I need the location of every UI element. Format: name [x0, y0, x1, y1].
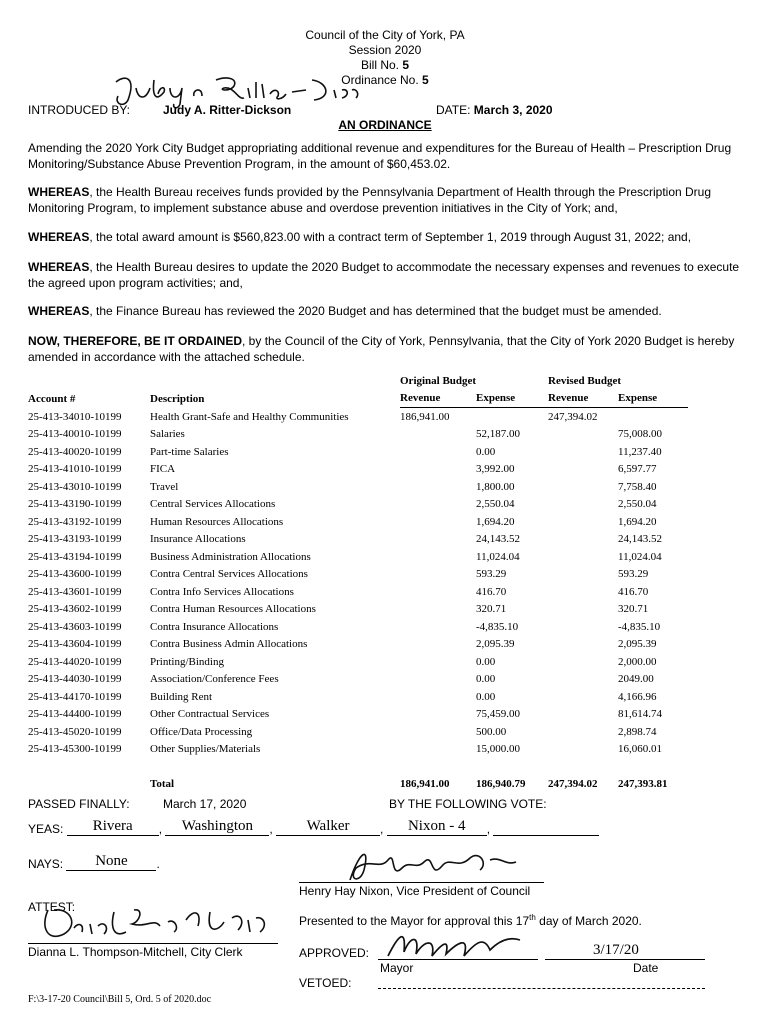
account-cell: 25-413-43601-10199 — [28, 585, 122, 598]
account-cell: 25-413-43192-10199 — [28, 515, 122, 528]
account-cell: 25-413-40010-10199 — [28, 428, 122, 441]
description-cell: Contra Business Admin Allocations — [150, 638, 308, 651]
revised-revenue-cell — [548, 723, 618, 741]
total-label: Total — [150, 777, 175, 790]
revised-revenue-cell — [548, 478, 618, 496]
account-cell: 25-413-43190-10199 — [28, 498, 122, 511]
revised-expense-cell: 320.71 — [618, 603, 649, 616]
original-expense-cell: 0.00 — [476, 655, 496, 668]
revised-revenue-cell — [548, 601, 618, 619]
table-row — [28, 723, 688, 741]
approved-date: 3/17/20 — [593, 942, 639, 958]
revised-expense-cell: 24,143.52 — [618, 533, 662, 546]
original-expense-cell: 1,800.00 — [476, 480, 515, 493]
revised-expense-cell: 2,095.39 — [618, 638, 657, 651]
description-cell: Business Administration Allocations — [150, 550, 311, 563]
table-row — [28, 583, 688, 601]
original-expense-column-header: Expense — [476, 390, 548, 408]
table-row — [28, 461, 688, 479]
revised-revenue-cell — [548, 513, 618, 531]
mayor-signature-line — [378, 959, 538, 960]
whereas-text: , the Finance Bureau has reviewed the 2020 Budget and has determined that the budget must be amended. — [89, 304, 662, 318]
description-cell: Central Services Allocations — [150, 498, 276, 511]
amending-paragraph: Amending the 2020 York City Budget appropriating additional revenue and expenditures for the Bureau of Health – Prescription Drug Monitoring/Substance Abuse Prevention Program, in the amount of $60,453.02. — [28, 141, 732, 171]
whereas-lead: WHEREAS — [28, 260, 90, 274]
table-row — [28, 741, 688, 759]
original-expense-cell: 15,000.00 — [476, 743, 520, 756]
description-cell: Insurance Allocations — [150, 533, 246, 546]
yea-voter: Rivera — [67, 818, 159, 836]
description-cell: Building Rent — [150, 690, 213, 703]
original-revenue-cell — [400, 636, 476, 654]
account-cell: 25-413-43602-10199 — [28, 603, 122, 616]
bill-number: 5 — [402, 58, 410, 72]
original-expense-cell: 52,187.00 — [476, 428, 520, 441]
original-revenue-cell — [400, 723, 476, 741]
account-cell: 25-413-44030-10199 — [28, 673, 122, 686]
revised-expense-cell: 4,166.96 — [618, 690, 657, 703]
table-row — [28, 706, 688, 724]
description-cell: Salaries — [150, 428, 185, 441]
whereas-paragraph-4 — [28, 303, 743, 319]
ordained-lead: NOW, THEREFORE, BE IT ORDAINED — [28, 334, 243, 348]
original-revenue-cell — [400, 496, 476, 514]
revised-expense-cell: 75,008.00 — [618, 428, 662, 441]
bill-label: Bill No. — [360, 58, 403, 72]
revised-expense-cell: 2,550.04 — [618, 498, 657, 511]
table-row — [28, 601, 688, 619]
revised-expense-cell: 593.29 — [618, 568, 649, 581]
revised-expense-cell: 16,060.01 — [618, 743, 662, 756]
revised-budget-header — [548, 372, 688, 390]
account-cell: 25-413-43010-10199 — [28, 480, 122, 493]
description-column-header: Description — [150, 392, 205, 405]
revised-revenue-cell — [548, 496, 618, 514]
original-revenue-cell — [400, 583, 476, 601]
original-revenue-cell — [400, 478, 476, 496]
revised-revenue-cell — [548, 636, 618, 654]
original-expense-cell: 2,095.39 — [476, 638, 515, 651]
clerk-signature-line — [28, 943, 278, 944]
original-revenue-cell — [400, 618, 476, 636]
introduced-by-label: INTRODUCED BY: — [28, 103, 131, 117]
description-cell: Office/Data Processing — [150, 725, 253, 738]
description-cell: Travel — [150, 480, 179, 493]
vetoed-line — [378, 988, 705, 989]
mayor-label: Mayor — [380, 961, 414, 975]
revised-expense-cell: 1,694.20 — [618, 515, 657, 528]
vetoed-label: VETOED: — [299, 976, 352, 990]
whereas-lead: WHEREAS — [28, 230, 90, 244]
original-expense-cell: 3,992.00 — [476, 463, 515, 476]
whereas-paragraph-3 — [28, 259, 743, 291]
account-cell: 25-413-40020-10199 — [28, 445, 122, 458]
account-cell: 25-413-44020-10199 — [28, 655, 122, 668]
revised-revenue-cell — [548, 548, 618, 566]
revised-revenue-cell: 247,394.02 — [548, 410, 598, 423]
original-revenue-cell — [400, 688, 476, 706]
account-cell: 25-413-44170-10199 — [28, 690, 122, 703]
presented-suffix: th — [529, 913, 536, 922]
original-revenue-cell — [400, 741, 476, 759]
original-revenue-cell — [400, 531, 476, 549]
table-row — [28, 531, 688, 549]
introducer-name: Judy A. Ritter-Dickson — [163, 103, 292, 117]
original-revenue-cell — [400, 461, 476, 479]
whereas-lead: WHEREAS — [28, 185, 90, 199]
table-column-header-row — [28, 390, 688, 408]
passed-date: March 17, 2020 — [163, 797, 247, 811]
table-row — [28, 513, 688, 531]
original-revenue-cell — [400, 653, 476, 671]
original-revenue-cell — [400, 566, 476, 584]
ordained-text: , by the Council of the City of York, Pennsylvania, that the City of York 2020 Budget is hereby amended in accordance with the attached schedule. — [28, 334, 735, 364]
original-budget-header — [400, 372, 548, 390]
ordained-paragraph — [28, 333, 743, 365]
revised-revenue-cell — [548, 671, 618, 689]
total-original-expense: 186,940.79 — [476, 777, 526, 790]
nays-line: NAYS: None . — [28, 853, 160, 871]
revised-revenue-column-header: Revenue — [548, 390, 618, 408]
whereas-text: , the Health Bureau desires to update the 2020 Budget to accommodate the necessary expenses and revenues to execute the agreed upon program activities; and, — [28, 260, 740, 290]
revised-expense-cell: 11,024.04 — [618, 550, 662, 563]
total-revised-expense: 247,393.81 — [618, 777, 668, 790]
revised-revenue-cell — [548, 653, 618, 671]
original-revenue-cell — [400, 426, 476, 444]
whereas-lead: WHEREAS — [28, 304, 90, 318]
original-revenue-cell — [400, 548, 476, 566]
original-revenue-cell — [400, 513, 476, 531]
original-expense-cell: 593.29 — [476, 568, 507, 581]
account-cell: 25-413-43604-10199 — [28, 638, 122, 651]
revised-expense-cell: 2,000.00 — [618, 655, 657, 668]
account-column-header: Account # — [28, 392, 76, 405]
table-row — [28, 653, 688, 671]
total-original-revenue: 186,941.00 — [400, 777, 450, 790]
original-revenue-cell: 186,941.00 — [400, 410, 450, 423]
ordinance-label: Ordinance No. — [341, 73, 423, 87]
original-budget-label: Original Budget — [400, 374, 477, 387]
table-row — [28, 426, 688, 444]
description-cell: Part-time Salaries — [150, 445, 229, 458]
introduced-date: March 3, 2020 — [473, 103, 553, 117]
original-revenue-cell — [400, 443, 476, 461]
original-expense-cell: 11,024.04 — [476, 550, 520, 563]
budget-schedule-table — [28, 372, 688, 793]
whereas-paragraph-1 — [28, 184, 743, 216]
nays-label: NAYS: — [28, 857, 64, 871]
date-line — [436, 103, 553, 117]
description-cell: Other Supplies/Materials — [150, 743, 261, 756]
yeas-label: YEAS: — [28, 822, 64, 836]
table-row — [28, 548, 688, 566]
table-row — [28, 671, 688, 689]
yea-voter: Walker — [276, 818, 380, 836]
clerk-name: Dianna L. Thompson-Mitchell, City Clerk — [28, 945, 243, 959]
revised-revenue-cell — [548, 461, 618, 479]
revised-revenue-cell — [548, 741, 618, 759]
original-revenue-cell — [400, 601, 476, 619]
presented-text-end: day of March 2020. — [535, 914, 642, 928]
account-cell: 25-413-43193-10199 — [28, 533, 122, 546]
account-cell: 25-413-43603-10199 — [28, 620, 122, 633]
nays-value: None — [66, 853, 156, 871]
council-title: Council of the City of York, PA — [305, 28, 465, 42]
spacer-row — [28, 758, 688, 775]
original-expense-cell: 24,143.52 — [476, 533, 520, 546]
description-cell: Contra Central Services Allocations — [150, 568, 308, 581]
revised-expense-cell: 81,614.74 — [618, 708, 662, 721]
revised-revenue-cell — [548, 426, 618, 444]
description-cell: Contra Human Resources Allocations — [150, 603, 316, 616]
original-expense-cell: 0.00 — [476, 673, 496, 686]
original-expense-cell: 320.71 — [476, 603, 507, 616]
file-path-footer: F:\3-17-20 Council\Bill 5, Ord. 5 of 2020.doc — [28, 994, 212, 1005]
date-caption: Date — [633, 961, 659, 975]
revised-expense-cell: 2,898.74 — [618, 725, 657, 738]
revised-expense-cell: -4,835.10 — [618, 620, 661, 633]
original-expense-cell: 416.70 — [476, 585, 507, 598]
original-expense-cell: 1,694.20 — [476, 515, 515, 528]
revised-expense-cell: 6,597.77 — [618, 463, 657, 476]
whereas-paragraph-2 — [28, 229, 743, 245]
whereas-text: , the Health Bureau receives funds provided by the Pennsylvania Department of Health through the Prescription Drug Monitoring Program, to implement substance abuse and overdose prevention initiatives in the City of York; and, — [28, 185, 712, 215]
table-row — [28, 478, 688, 496]
schedule-body — [28, 408, 688, 759]
table-row — [28, 636, 688, 654]
description-cell: Association/Conference Fees — [150, 673, 279, 686]
table-row — [28, 443, 688, 461]
passed-finally-label: PASSED FINALLY: — [28, 797, 130, 811]
account-cell: 25-413-34010-10199 — [28, 410, 122, 423]
original-expense-cell: 2,550.04 — [476, 498, 515, 511]
presented-text: Presented to the Mayor for approval this 17 — [299, 914, 530, 928]
description-cell: Printing/Binding — [150, 655, 224, 668]
approved-label: APPROVED: — [299, 946, 370, 960]
table-row — [28, 688, 688, 706]
table-row — [28, 408, 688, 426]
whereas-text: , the total award amount is $560,823.00 with a contract term of September 1, 2019 through August 31, 2022; and, — [89, 230, 692, 244]
description-cell: Contra Insurance Allocations — [150, 620, 279, 633]
revised-expense-column-header: Expense — [618, 390, 688, 408]
revised-revenue-cell — [548, 688, 618, 706]
description-cell: Health Grant-Safe and Healthy Communities — [150, 410, 349, 423]
vp-signature-line — [299, 882, 544, 883]
revised-revenue-cell — [548, 583, 618, 601]
revised-expense-cell: 2049.00 — [618, 673, 654, 686]
account-cell: 25-413-45020-10199 — [28, 725, 122, 738]
revised-revenue-cell — [548, 618, 618, 636]
original-expense-cell: 75,459.00 — [476, 708, 520, 721]
account-cell: 25-413-45300-10199 — [28, 743, 122, 756]
original-expense-cell: 0.00 — [476, 445, 496, 458]
revised-revenue-cell — [548, 443, 618, 461]
yea-voter — [493, 818, 599, 836]
date-label: DATE: — [436, 103, 471, 117]
account-cell: 25-413-43194-10199 — [28, 550, 122, 563]
original-expense-cell — [476, 408, 548, 426]
attest-label: ATTEST: — [28, 900, 76, 914]
revised-revenue-cell — [548, 706, 618, 724]
account-cell: 25-413-43600-10199 — [28, 568, 122, 581]
table-row — [28, 566, 688, 584]
revised-expense-cell: 416.70 — [618, 585, 649, 598]
account-cell: 25-413-41010-10199 — [28, 463, 122, 476]
ordinance-heading: AN ORDINANCE — [338, 118, 432, 132]
by-vote-label: BY THE FOLLOWING VOTE: — [389, 797, 547, 811]
description-cell: Human Resources Allocations — [150, 515, 284, 528]
yea-voter: Washington — [165, 818, 269, 836]
description-cell: Other Contractual Services — [150, 708, 270, 721]
revised-revenue-cell — [548, 566, 618, 584]
original-revenue-column-header: Revenue — [400, 390, 476, 408]
original-expense-cell: 0.00 — [476, 690, 496, 703]
revised-revenue-cell — [548, 531, 618, 549]
original-expense-cell: 500.00 — [476, 725, 507, 738]
ordinance-number: 5 — [422, 73, 429, 87]
revised-expense-cell — [618, 408, 688, 426]
revised-expense-cell: 11,237.40 — [618, 445, 662, 458]
revised-expense-cell: 7,758.40 — [618, 480, 657, 493]
original-revenue-cell — [400, 706, 476, 724]
table-row — [28, 618, 688, 636]
yeas-line: YEAS: Rivera , Washington , Walker , Nixon - 4 , — [28, 818, 599, 836]
clerk-signature — [34, 898, 274, 948]
original-revenue-cell — [400, 671, 476, 689]
vp-name: Henry Hay Nixon, Vice President of Council — [299, 884, 531, 898]
description-cell: FICA — [150, 463, 176, 476]
revised-budget-label: Revised Budget — [548, 374, 622, 387]
description-cell: Contra Info Services Allocations — [150, 585, 294, 598]
original-expense-cell: -4,835.10 — [476, 620, 519, 633]
total-revised-revenue: 247,394.02 — [548, 777, 598, 790]
approved-date-line — [545, 959, 705, 960]
total-row — [28, 775, 688, 793]
table-row — [28, 496, 688, 514]
session-line: Session 2020 — [348, 43, 422, 57]
yea-voter: Nixon - 4 — [387, 818, 487, 836]
account-cell: 25-413-44400-10199 — [28, 708, 122, 721]
table-group-header-row — [28, 372, 688, 390]
